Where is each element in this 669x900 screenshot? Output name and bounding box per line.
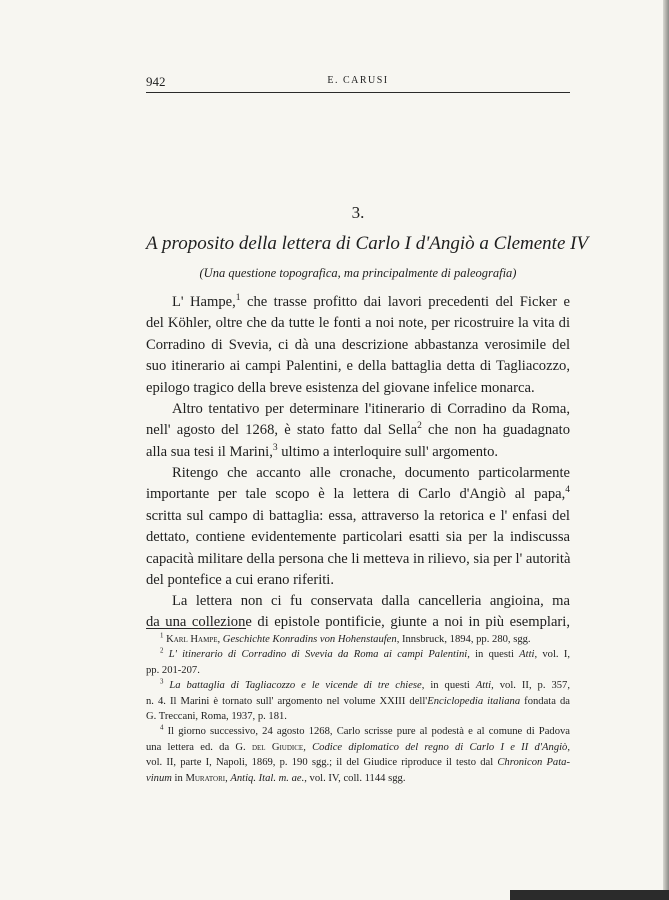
footnote-ref: 2 [417,421,422,432]
footnote-ref: 1 [235,293,241,304]
footnote-3: $^3$ La battaglia di Tagliacozzo e le vicende di tre chiese, in questi Atti, vol. II, p. 357, [160,678,570,692]
footnote-line: vol. II, parte I, Napoli, 1869, p. 190 sgg.; il del Giudice riproduce il testo dal Chronicon Pata- [146,757,570,769]
footnote-line: una lettera ed. da G. del Giudice, Codice diplomatico del regno di Carlo I e II d'Angiò, [146,741,571,753]
footnote-number: 1 [160,632,164,640]
paragraph-line: suo itinerario ai campi Palentini, e della battaglia detta di Tagliacozzo, [146,358,570,375]
paragraph-line: Corradino di Svevia, ci dà una descrizione abbastanza verosimile del [146,336,570,353]
footnote-line: G. Treccani, Roma, 1937, p. 181. [146,710,287,722]
paragraph-line: Altro tentativo per determinare l'itinerario di Corradino da Roma, [172,401,570,417]
paragraph-line: nell' agosto del 1268, è stato fatto dal Sella$^2$ che non ha guadagnato [146,421,570,439]
paragraph-line: La lettera non ci fu conservata dalla cancelleria angioina, ma [172,593,570,609]
footnote-ref: 3 [272,442,278,453]
footnote-line: vinum in Muratori, Antiq. Ital. m. ae., vol. IV, coll. 1144 sgg. [146,772,406,784]
footnote-ref: 4 [565,485,570,496]
footnotes [146,632,570,786]
paragraph-line: alla sua tesi il Marini,$^3$ ultimo a interloquire sull' argomento. [146,442,499,460]
paragraph-3 [146,463,570,591]
page-number: 942 [146,74,166,89]
paragraph-line: Ritengo che accanto alle cronache, documento particolarmente [172,465,570,481]
paragraph-line: epilogo tragico della breve esistenza del giovane infelice monarca. [146,379,535,396]
paragraph-line: capacità militare della persona che li metteva in rilievo, sia per l' autorità [146,550,571,567]
paragraph-line: L' Hampe,$^1$ che trasse profitto dai lavori precedenti del Ficker e [172,293,570,310]
footnote-line: n. 4. Il Marini è tornato sull' argomento nel volume XXIII dell'Enciclopedia italiana fondata da [146,695,570,707]
footnote-number: 2 [160,647,164,655]
paragraph-line: dettato, contiene evidentemente particolari esatti sia per la indiscussa [146,529,570,546]
paragraph-line: del pontefice a cui erano riferiti. [146,571,335,588]
paragraph-line: importante per tale scopo è la lettera di Carlo d'Angiò al papa,$^4$ [146,485,570,503]
section-title: A proposito della lettera di Carlo I d'Angiò a Clemente IV [146,233,589,254]
paragraph-line: scritta sul campo di battaglia: essa, attraverso la retorica e l' enfasi del [146,507,570,524]
paragraph-line: da una collezione di epistole pontificie, giunte a noi in più esemplari, [146,614,570,631]
section-number: 3. [351,203,365,222]
footnote-1: $^1$ Karl Hampe, Geschichte Konradins von Hohenstaufen, Innsbruck, 1894, pp. 280, sgg. [160,632,531,645]
footnote-line: pp. 201-207. [146,664,200,676]
paragraph-line: del Köhler, oltre che da tutte le fonti a noi note, per ricostruire la vita di [146,315,570,332]
footnote-2: $^2$ L' itinerario di Corradino di Svevia da Roma ai campi Palentini, in questi Atti, vol. I, [160,647,570,661]
scan-page-edge [663,0,669,900]
running-head-author: E. CARUSI [327,75,389,86]
section-subtitle: (Una questione topografica, ma principalmente di paleografia) [199,266,517,280]
footnote-4: $^4$ Il giorno successivo, 24 agosto 1268, Carlo scrisse pure al podestà e al comune di Padova [160,724,570,738]
footnote-number: 3 [160,678,164,686]
paragraph-1 [146,292,570,399]
paragraph-2 [146,399,570,463]
footnote-divider [146,628,246,629]
running-header [146,74,570,93]
footnote-number: 4 [160,724,164,732]
scan-dark-corner [510,890,669,900]
